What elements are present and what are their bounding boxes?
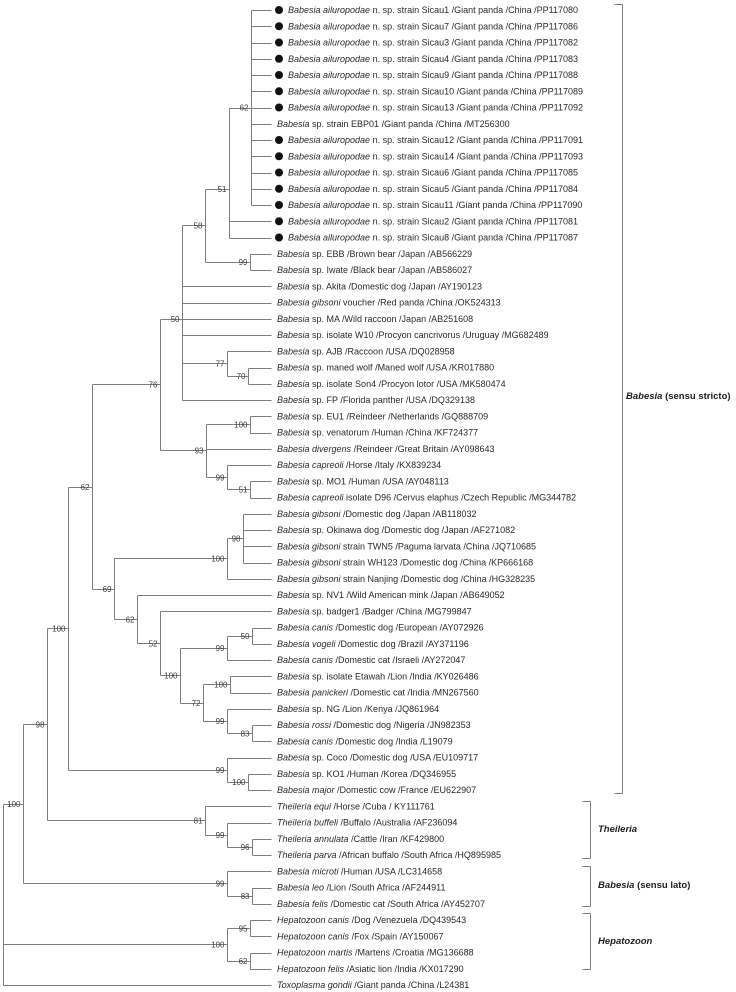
- new-isolate-dot: [275, 87, 283, 95]
- bootstrap-value: 62: [125, 615, 135, 625]
- bootstrap-value: 76: [148, 380, 158, 390]
- new-isolate-dot: [275, 201, 283, 209]
- bootstrap-value: 62: [80, 482, 90, 492]
- bootstrap-value: 50: [240, 631, 250, 641]
- taxon-label: Babesia vogeli /Domestic dog /Brazil /AY371196: [277, 638, 469, 649]
- taxon-label: Hepatozoon martis /Martens /Croatia /MG136688: [277, 947, 474, 958]
- taxon-label: Babesia ailuropodae n. sp. strain Sicau11 /Giant panda /China /PP117090: [288, 200, 583, 211]
- taxon-label: Babesia ailuropodae n. sp. strain Sicau6 /Giant panda /China /PP117085: [288, 167, 579, 178]
- taxon-label: Theileria buffeli /Buffalo /Australia /AF236094: [277, 817, 458, 828]
- taxon-label: Babesia sp. isolate W10 /Procyon cancrivorus /Uruguay /MG682489: [277, 330, 549, 341]
- taxon-label: Babesia sp. Akita /Domestic dog /Japan /AY190123: [277, 281, 482, 292]
- taxon-label: Babesia sp. Okinawa dog /Domestic dog /Japan /AF271082: [277, 525, 516, 536]
- bootstrap-value: 50: [170, 314, 180, 324]
- bootstrap-value: 77: [215, 359, 225, 369]
- bootstrap-value: 100: [211, 940, 225, 950]
- taxon-label: Hepatozoon canis /Fox /Spain /AY150067: [277, 931, 444, 942]
- bootstrap-value: 99: [215, 473, 225, 483]
- taxon-label: Babesia gibsoni voucher /Red panda /China /OK524313: [277, 297, 501, 308]
- new-isolate-dot: [275, 152, 283, 160]
- bootstrap-value: 62: [238, 956, 248, 966]
- bootstrap-value: 100: [164, 671, 178, 681]
- taxon-label: Babesia leo /Lion /South Africa /AF244911: [277, 882, 446, 893]
- taxon-label: Babesia sp. NG /Lion /Kenya /JQ861964: [277, 703, 440, 714]
- taxon-label: Babesia sp. MO1 /Human /USA /AY048113: [277, 476, 449, 487]
- taxon-label: Babesia gibsoni strain WH123 /Domestic dog /China /KP666168: [277, 557, 534, 568]
- taxon-label: Babesia sp. badger1 /Badger /China /MG799847: [277, 606, 472, 617]
- clade-label-theileria: [598, 823, 637, 836]
- new-isolate-dot: [275, 234, 283, 242]
- bootstrap-value: 98: [231, 534, 241, 544]
- bootstrap-value: 98: [35, 720, 45, 730]
- new-isolate-dot: [275, 71, 283, 79]
- bootstrap-value: 100: [52, 624, 66, 634]
- clade-label-babesia-sensu-lato: [598, 879, 690, 892]
- bootstrap-value: 100: [234, 420, 248, 430]
- bootstrap-value: 69: [102, 584, 112, 594]
- clade-label-suffix: (sensu lato): [634, 880, 691, 891]
- clade-label-genus: Babesia: [598, 880, 635, 891]
- bootstrap-value: 100: [211, 554, 225, 564]
- new-isolate-dot: [275, 104, 283, 112]
- bootstrap-value: 99: [215, 644, 225, 654]
- bootstrap-value: 72: [191, 698, 201, 708]
- bootstrap-value: 99: [215, 717, 225, 727]
- taxon-label: Babesia capreoli isolate D96 /Cervus elaphus /Czech Republic /MG344782: [277, 492, 577, 503]
- taxon-label: Babesia ailuropodae n. sp. strain Sicau3 /Giant panda /China /PP117082: [288, 37, 579, 48]
- taxon-label: Babesia gibsoni strain Nanjing /Domestic dog /China /HG328235: [277, 573, 536, 584]
- taxon-label: Babesia sp. isolate Son4 /Procyon lotor /USA /MK580474: [277, 378, 506, 389]
- bootstrap-value: 52: [148, 639, 158, 649]
- new-isolate-dot: [275, 6, 283, 14]
- taxon-label: Babesia sp. EU1 /Reindeer /Netherlands /GQ888709: [277, 411, 489, 422]
- taxon-label: Babesia sp. Iwate /Black bear /Japan /AB586027: [277, 265, 473, 276]
- new-isolate-dot: [275, 136, 283, 144]
- new-isolate-dot: [275, 55, 283, 63]
- taxon-label: Babesia ailuropodae n. sp. strain Sicau4 /Giant panda /China /PP117083: [288, 53, 579, 64]
- taxon-label: Babesia canis /Domestic dog /European /AY072926: [277, 622, 484, 633]
- taxon-label: Babesia sp. FP /Florida panther /USA /DQ329138: [277, 395, 475, 406]
- taxon-label: Babesia major /Domestic cow /France /EU622907: [277, 785, 477, 796]
- bootstrap-value: 95: [238, 924, 248, 934]
- taxon-label: Babesia ailuropodae n. sp. strain Sicau5 /Giant panda /China /PP117084: [288, 183, 579, 194]
- taxon-label: Theileria annulata /Cattle /Iran /KF429800: [277, 833, 445, 844]
- taxon-label: Babesia sp. strain EBP01 /Giant panda /China /MT256300: [277, 118, 510, 129]
- bootstrap-value: 99: [215, 879, 225, 889]
- taxon-label: Babesia rossi /Domestic dog /Nigeria /JN982353: [277, 720, 471, 731]
- taxon-label: Theileria parva /African buffalo /South Africa /HQ895985: [277, 850, 501, 861]
- taxon-label: Hepatozoon felis /Asiatic lion /India /KX017290: [277, 963, 464, 974]
- bootstrap-value: 100: [232, 778, 246, 788]
- taxon-label: Babesia ailuropodae n. sp. strain Sicau2 /Giant panda /China /PP117081: [288, 216, 579, 227]
- bootstrap-value: 58: [193, 221, 203, 231]
- bootstrap-value: 99: [238, 258, 248, 268]
- bootstrap-value: 100: [7, 800, 21, 810]
- taxon-label: Babesia sp. isolate Etawah /Lion /India /KY026486: [277, 671, 479, 682]
- clade-label-genus: Theileria: [598, 824, 638, 835]
- taxon-label: Babesia canis /Domestic cat /Israeli /AY272047: [277, 655, 466, 666]
- clade-label-babesia-sensu-stricto: [626, 390, 731, 403]
- new-isolate-dot: [275, 39, 283, 47]
- taxon-label: Babesia ailuropodae n. sp. strain Sicau1 /Giant panda /China /PP117080: [288, 5, 579, 16]
- clade-label-genus: Hepatozoon: [598, 936, 653, 947]
- taxon-label: Babesia sp. Coco /Domestic dog /USA /EU109717: [277, 752, 479, 763]
- taxon-label: Babesia ailuropodae n. sp. strain Sicau9 /Giant panda /China /PP117088: [288, 70, 579, 81]
- taxon-label: Babesia gibsoni /Domestic dog /Japan /AB118032: [277, 508, 477, 519]
- taxon-label: Babesia felis /Domestic cat /South Africa /AY452707: [277, 898, 485, 909]
- taxon-label: Hepatozoon canis /Dog /Venezuela /DQ439543: [277, 915, 467, 926]
- taxon-label: Babesia divergens /Reindeer /Great Britain /AY098643: [277, 443, 495, 454]
- bootstrap-value: 51: [217, 184, 227, 194]
- taxon-label: Babesia panickeri /Domestic cat /India /MN267560: [277, 687, 479, 698]
- taxon-label: Babesia sp. MA /Wild raccoon /Japan /AB251608: [277, 313, 474, 324]
- clade-label-hepatozoon: [598, 935, 652, 948]
- new-isolate-dot: [275, 217, 283, 225]
- taxon-label: Babesia ailuropodae n. sp. strain Sicau13 /Giant panda /China /PP117092: [288, 102, 584, 113]
- bootstrap-value: 99: [215, 765, 225, 775]
- taxon-label: Babesia ailuropodae n. sp. strain Sicau8 /Giant panda /China /PP117087: [288, 232, 579, 243]
- taxon-label: Babesia sp. venatorum /Human /China /KF724377: [277, 427, 479, 438]
- new-isolate-dot: [275, 22, 283, 30]
- new-isolate-dot: [275, 169, 283, 177]
- taxon-label: Babesia ailuropodae n. sp. strain Sicau14 /Giant panda /China /PP117093: [288, 151, 584, 162]
- taxon-label: Theileria equi /Horse /Cuba / KY111761: [277, 801, 435, 812]
- taxon-label: Toxoplasma gondii /Giant panda /China /L24381: [277, 980, 470, 991]
- clade-label-genus: Babesia: [626, 391, 663, 402]
- bootstrap-value: 100: [214, 680, 228, 690]
- taxon-label: Babesia sp. EBB /Brown bear /Japan /AB566229: [277, 248, 473, 259]
- bootstrap-value: 83: [240, 891, 250, 901]
- taxon-label: Babesia sp. maned wolf /Maned wolf /USA /KR017880: [277, 362, 495, 373]
- bootstrap-values: [7, 104, 250, 966]
- bootstrap-value: 81: [193, 816, 203, 826]
- taxon-label: Babesia ailuropodae n. sp. strain Sicau10 /Giant panda /China /PP117089: [288, 86, 584, 97]
- bootstrap-value: 93: [194, 446, 204, 456]
- bootstrap-value: 70: [236, 371, 246, 381]
- taxon-label: Babesia canis /Domestic dog /India /L19079: [277, 736, 453, 747]
- taxon-labels: [277, 5, 583, 990]
- taxon-label: Babesia sp. AJB /Raccoon /USA /DQ028958: [277, 346, 455, 357]
- bootstrap-value: 62: [239, 103, 249, 113]
- taxon-label: Babesia ailuropodae n. sp. strain Sicau7 /Giant panda /China /PP117086: [288, 21, 579, 32]
- taxon-label: Babesia sp. NV1 /Wild American mink /Japan /AB649052: [277, 590, 505, 601]
- bootstrap-value: 51: [238, 485, 248, 495]
- taxon-label: Babesia capreoli /Horse /Italy /KX839234: [277, 460, 442, 471]
- new-isolate-dot: [275, 185, 283, 193]
- clade-label-suffix: (sensu stricto): [662, 391, 731, 402]
- bootstrap-value: 96: [240, 843, 250, 853]
- taxon-label: Babesia sp. KO1 /Human /Korea /DQ346955: [277, 768, 457, 779]
- bootstrap-value: 99: [215, 830, 225, 840]
- bootstrap-value: 83: [240, 729, 250, 739]
- taxon-label: Babesia ailuropodae n. sp. strain Sicau12 /Giant panda /China /PP117091: [288, 135, 584, 146]
- taxon-label: Babesia microti /Human /USA /LC314658: [277, 866, 443, 877]
- tree-branches: [0, 0, 272, 986]
- taxon-label: Babesia gibsoni strain TWN5 /Paguma larvata /China /JQ710685: [277, 541, 536, 552]
